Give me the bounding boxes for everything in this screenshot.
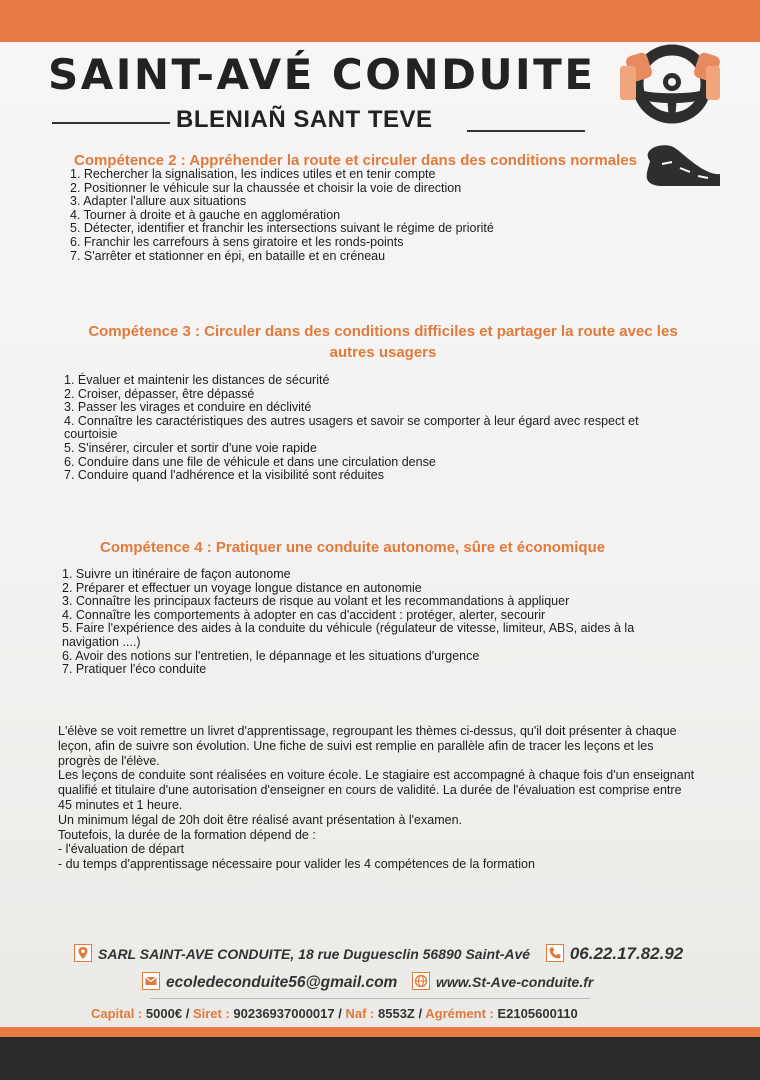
section-2-list bbox=[70, 168, 690, 263]
location-pin-icon bbox=[74, 944, 92, 962]
subtitle-block bbox=[52, 106, 592, 136]
list-item: 2. Préparer et effectuer un voyage longue distance en autonomie bbox=[62, 580, 422, 595]
footer-email[interactable]: ecoledeconduite56@gmail.com bbox=[166, 974, 398, 991]
list-item: 3. Connaître les principaux facteurs de risque au volant et les recommandations à appliquer bbox=[62, 594, 570, 609]
list-item: 2. Positionner le véhicule sur la chaussée et choisir la voie de direction bbox=[70, 180, 462, 195]
list-item: 5. Détecter, identifier et franchir les intersections suivant le régime de priorité bbox=[70, 221, 494, 236]
list-item: 5. Faire l'expérience des aides à la conduite du véhicule (régulateur de vitesse, limiteur, ABS, aides à la navigation ....) bbox=[62, 621, 635, 649]
paragraph-line: - l'évaluation de départ bbox=[58, 842, 185, 857]
bottom-orange-band bbox=[0, 1027, 760, 1037]
list-item: 7. Pratiquer l'éco conduite bbox=[62, 662, 207, 677]
paragraph-line: Les leçons de conduite sont réalisées en voiture école. Le stagiaire est accompagné à chaque fois d'un enseignant qualifié et titulaire d'une autorisation d'enseigner en cours de validité. La durée de l'évaluation est comprise entre 45 minutes et 1 heure. bbox=[58, 768, 695, 812]
capital-value: 5000€ bbox=[145, 1006, 183, 1021]
list-item: 3. Passer les virages et conduire en déclivité bbox=[64, 400, 312, 415]
footer-divider bbox=[150, 998, 590, 999]
bottom-dark-band bbox=[0, 1037, 760, 1080]
subtitle-rule-left bbox=[52, 122, 170, 124]
naf-value: 8553Z bbox=[378, 1006, 415, 1021]
list-item: 1. Suivre un itinéraire de façon autonome bbox=[62, 567, 291, 581]
list-item: 6. Avoir des notions sur l'entretien, le dépannage et les situations d'urgence bbox=[62, 648, 480, 663]
paragraph-line: Un minimum légal de 20h doit être réalisé avant présentation à l'examen. bbox=[58, 812, 462, 827]
section-4-list bbox=[62, 568, 694, 677]
brand-subtitle: BLENIAÑ SANT TEVE bbox=[176, 106, 433, 133]
list-item: 3. Adapter l'allure aux situations bbox=[70, 194, 247, 209]
list-item: 4. Connaître les caractéristiques des autres usagers et savoir se comporter à leur égard avec respect et courtoisie bbox=[64, 413, 639, 442]
section-3-title: Compétence 3 : Circuler dans des conditions difficiles et partager la route avec les autres usagers bbox=[88, 323, 678, 361]
list-item: 5. S'insérer, circuler et sortir d'une voie rapide bbox=[64, 440, 317, 455]
paragraph-line: - du temps d'apprentissage nécessaire pour valider les 4 compétences de la formation bbox=[58, 857, 535, 872]
subtitle-rule-right bbox=[467, 130, 585, 132]
list-item: 2. Croiser, dépasser, être dépassé bbox=[64, 386, 255, 401]
paragraph-line: Toutefois, la durée de la formation dépend de : bbox=[58, 827, 316, 842]
section-3-list bbox=[64, 374, 694, 483]
description-paragraph bbox=[58, 724, 698, 872]
footer-website[interactable]: www.St-Ave-conduite.fr bbox=[435, 974, 594, 990]
list-item: 6. Franchir les carrefours à sens giratoire et les ronds-points bbox=[70, 234, 404, 249]
list-item: 4. Tourner à droite et à gauche en agglomération bbox=[70, 207, 341, 222]
list-item: 1. Rechercher la signalisation, les indices utiles et en tenir compte bbox=[70, 167, 436, 181]
list-item: 6. Conduire dans une file de véhicule et dans une circulation dense bbox=[64, 454, 436, 469]
naf-label: Naf : bbox=[345, 1006, 375, 1021]
section-2-title: Compétence 2 : Appréhender la route et circuler dans des conditions normales bbox=[74, 152, 637, 169]
agrement-label: Agrément : bbox=[425, 1006, 494, 1021]
list-item: 4. Connaître les comportements à adopter en cas d'accident : protéger, alerter, secourir bbox=[62, 607, 546, 622]
legal-info: Capital : 5000€ / Siret : 90236937000017 / Naf : 8553Z / Agrément : E2105600110 bbox=[91, 1006, 578, 1021]
paragraph-line: L'élève se voit remettre un livret d'apprentissage, regroupant les thèmes ci-dessus, qu'il doit présenter à chaque leçon, afin de suivre son évolution. Une fiche de suivi est remplie en parallèle afin de tracer les leçons et les progrès de l'élève. bbox=[58, 724, 677, 768]
footer-web-row bbox=[142, 972, 593, 992]
footer-contact-row bbox=[74, 944, 683, 964]
capital-label: Capital : bbox=[91, 1006, 143, 1021]
siret-value: 90236937000017 bbox=[233, 1006, 335, 1021]
siret-label: Siret : bbox=[192, 1006, 230, 1021]
footer-phone[interactable]: 06.22.17.82.92 bbox=[569, 944, 684, 963]
phone-icon bbox=[546, 944, 564, 962]
agrement-value: E2105600110 bbox=[497, 1006, 578, 1021]
section-4-title: Compétence 4 : Pratiquer une conduite autonome, sûre et économique bbox=[100, 539, 606, 556]
list-item: 7. Conduire quand l'adhérence et la visibilité sont réduites bbox=[64, 468, 384, 483]
footer-address: SARL SAINT-AVE CONDUITE, 18 rue Duguesclin 56890 Saint-Avé bbox=[98, 946, 531, 962]
globe-icon bbox=[412, 972, 430, 990]
list-item: 7. S'arrêter et stationner en épi, en bataille et en créneau bbox=[70, 248, 386, 263]
brand-title: SAINT-AVÉ CONDUITE bbox=[48, 50, 596, 99]
list-item: 1. Évaluer et maintenir les distances de sécurité bbox=[64, 373, 330, 387]
email-icon bbox=[142, 972, 160, 990]
